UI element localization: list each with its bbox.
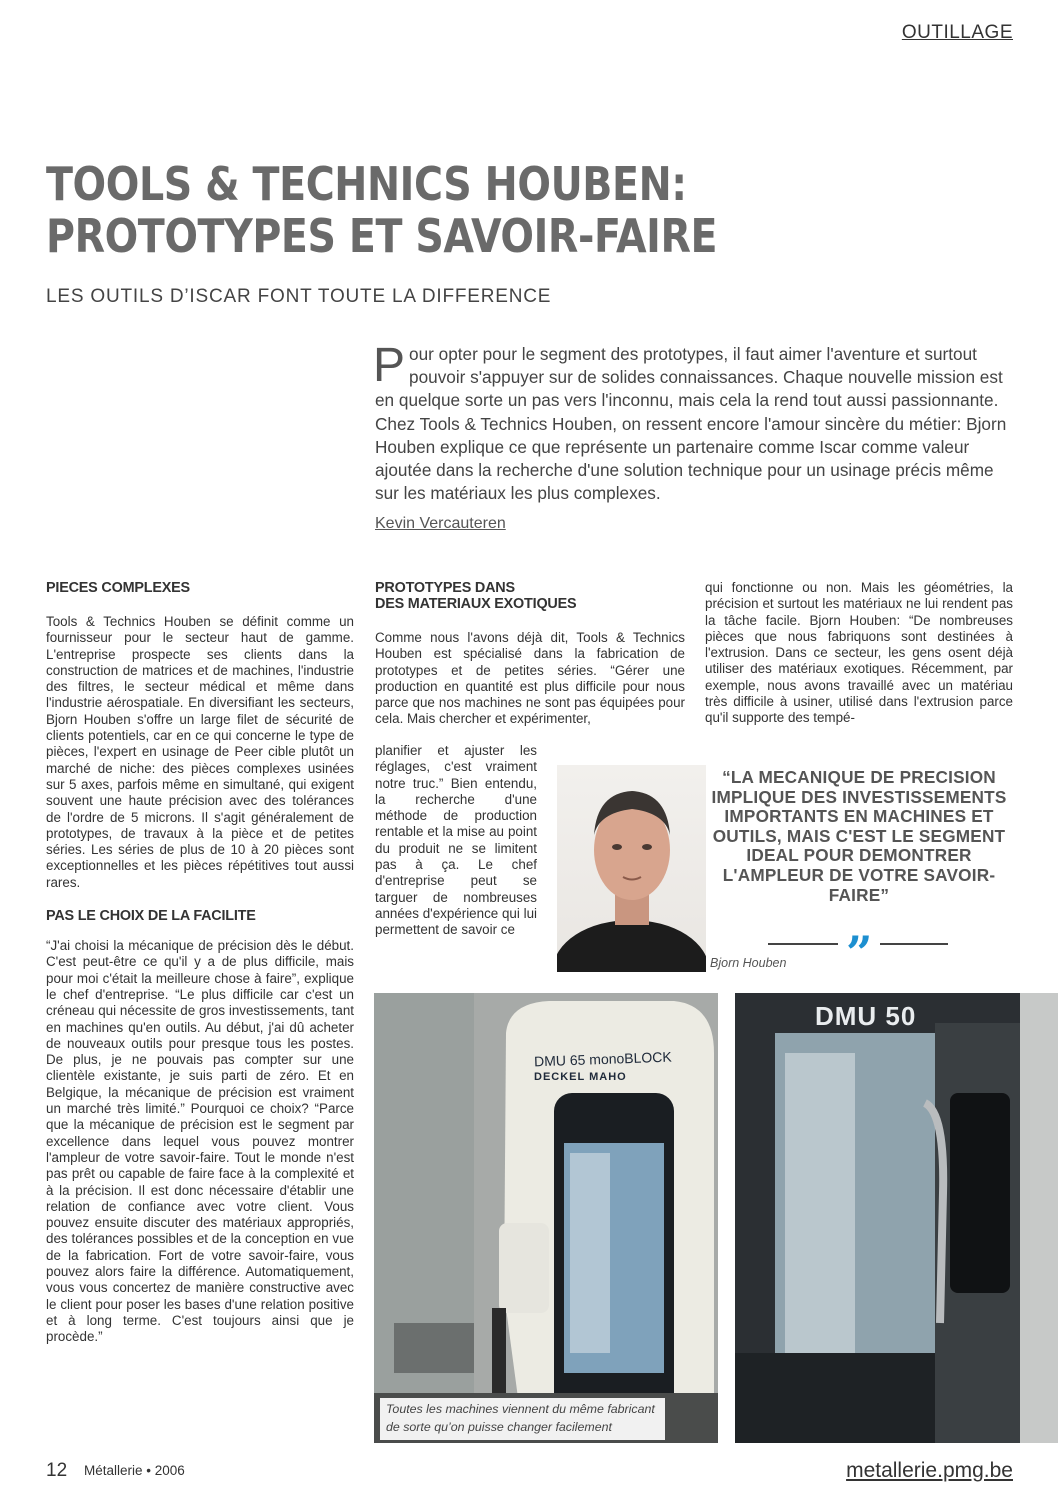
quote-mark-icon: ” — [846, 926, 873, 980]
heading-choix-facilite: PAS LE CHOIX DE LA FACILITE — [46, 908, 256, 925]
intro-text: our opter pour le segment des prototypes, il faut aimer l'aventure et surtout pouvoir s'appuyer sur de solides connaissances. Chaque nouvelle mission est en quelque sorte un pas vers l'inconnu, mais cela la rend tout aussi passionnante. Chez Tools & Technics Houben, on ressent encore l'amour sincère du métier: Bjorn Houben explique ce que représente un partenaire comme Iscar comme valeur ajoutée dans la recherche d'une solution technique pour un usinage précis même sur les matériaux les plus complexes. — [375, 344, 1007, 504]
heading-pieces-complexes: PIECES COMPLEXES — [46, 580, 190, 596]
heading-prototypes-line1: PROTOTYPES DANS — [375, 580, 515, 596]
machine-left-brand: DECKEL MAHO — [534, 1071, 627, 1083]
article-author[interactable]: Kevin Vercauteren — [375, 515, 506, 532]
column-2-wrap — [375, 743, 537, 939]
article-subtitle: LES OUTILS D’ISCAR FONT TOUTE LA DIFFERENCE — [46, 286, 552, 307]
quote-author: Bjorn Houben — [710, 956, 787, 970]
paragraph-prototypes-2: planifier et ajuster les réglages, c'est vraiment notre truc.” Bien entendu, la recherche d'une méthode de production rentable et la mise au point du produit ne se limitent pas à ça. Le chef d'entreprise peut se targuer de nombreuses années d'expérience qui lui permettent de savoir ce — [375, 743, 537, 938]
website-link[interactable]: metallerie.pmg.be — [846, 1459, 1013, 1482]
paragraph-pieces-complexes: Tools & Technics Houben se définit comme un fournisseur pour le secteur haut de gamme. L'entreprise prospecte ses clients dans la construction de matrices et de machines, l'industrie des filtres, le secteur médical et même dans l'industrie aérospatiale. En diversifiant les secteurs, Bjorn Houben s'offre un large filet de sécurité de clients potentiels, car en ce qui concerne le type de pièces, l'expert en usinage de Peer cible plutôt un marché de niche: des pièces complexes usinées sur 5 axes, parfois même en simultané, qui exigent souvent une haute précision avec des tolérances de l'ordre de 5 microns. Il s'agit généralement de prototypes, de travaux à la pièce et de petites séries. Les séries de plus de 10 à 20 pièces sont exceptionnelles et les pièces répétitives tout aussi rares. — [46, 614, 354, 890]
column-3 — [705, 580, 1013, 727]
photo-caption: Toutes les machines viennent du même fabricant de sorte qu’on puisse changer facilement — [380, 1398, 665, 1440]
portrait-illustration — [557, 765, 706, 972]
machine-right-model: DMU 50 — [815, 1001, 917, 1031]
publication-name: Métallerie • 2006 — [84, 1463, 185, 1478]
quote-divider-left — [768, 943, 838, 945]
page-number: 12 — [46, 1460, 68, 1481]
paragraph-col3: qui fonctionne ou non. Mais les géométries, la précision et surtout les matériaux ne lui rendent pas la tâche facile. Bjorn Houben: “De nombreuses pièces que nous fabriquons sont destinées à l'extrusion. Dans ce secteur, les gens osent déjà utiliser des matériaux exotiques. Récemment, par exemple, nous avons travaillé avec un matériau très difficile à usiner, utilisé dans l'extrusion parce qu'il supporte des tempé- — [705, 580, 1013, 726]
article-title-line1: TOOLS & TECHNICS HOUBEN: — [46, 157, 687, 211]
column-1 — [46, 580, 354, 1345]
pull-quote: “LA MECANIQUE DE PRECISION IMPLIQUE DES INVESTISSEMENTS IMPORTANTS EN MACHINES ET OUTILS, MAIS C'EST LE SEGMENT IDEAL POUR DEMONTRER L'AMPLEUR DE VOTRE SAVOIR-FAIRE” — [711, 767, 1007, 905]
machine-photo-left — [374, 993, 718, 1443]
article-title — [46, 158, 872, 262]
machine-photo-right — [735, 993, 1058, 1443]
section-tag: OUTILLAGE — [901, 22, 1013, 43]
paragraph-prototypes-1: Comme nous l'avons déjà dit, Tools & Technics Houben est spécialisé dans la fabrication de prototypes et de petites séries. “Gérer une production en quantité est plus difficile pour nous parce que nos machines ne sont pas équipées pour cela. Mais chercher et expérimenter, — [375, 630, 685, 727]
column-2 — [375, 580, 685, 728]
heading-prototypes-line2: DES MATERIAUX EXOTIQUES — [375, 596, 577, 612]
quote-divider-right — [880, 943, 948, 945]
paragraph-choix-facilite: “J'ai choisi la mécanique de précision dès le début. C'est peut-être ce qu'il y a de plus difficile, mais pour moi c'était la meilleure chose à faire”, explique le chef d'entreprise. “Le plus difficile car c'est un créneau qui nécessite de gros investissements, tant en machines qu'en outils. Au début, j'ai dû acheter de nouveaux outils pour presque tous les postes. De plus, je ne pouvais pas compter sur une clientèle existante, je suis parti de zéro. Et en Belgique, la mécanique de précision est vraiment un marché très limité.” Pourquoi ce choix? “Parce que la mécanique de précision est le segment par excellence dans lequel vous pouvez montrer l'ampleur de votre savoir-faire. Tout le monde n'est pas prêt ou capable de faire face à la complexité et à la précision. Il est donc nécessaire d'établir une relation de confiance avec votre client. Vous pouvez ensuite discuter des matériaux appropriés, des tolérances possibles et de la conception en vue de la fabrication. Fort de votre savoir-faire, vous pouvez alors faire la différence. Automatiquement, vous vous concertez de manière constructive avec le client pour poser les bases d'une relation positive et à long terme. C'est toujours ainsi que je procède.” — [46, 938, 354, 1345]
portrait-photo — [557, 765, 706, 972]
machine-left-model: DMU 65 monoBLOCK — [533, 1048, 672, 1070]
heading-prototypes — [375, 580, 685, 612]
article-intro — [373, 339, 1015, 505]
machine-right-illustration — [735, 993, 1058, 1443]
article-title-line2: PROTOTYPES ET SAVOIR-FAIRE — [46, 209, 718, 263]
intro-dropcap: P — [373, 339, 406, 392]
